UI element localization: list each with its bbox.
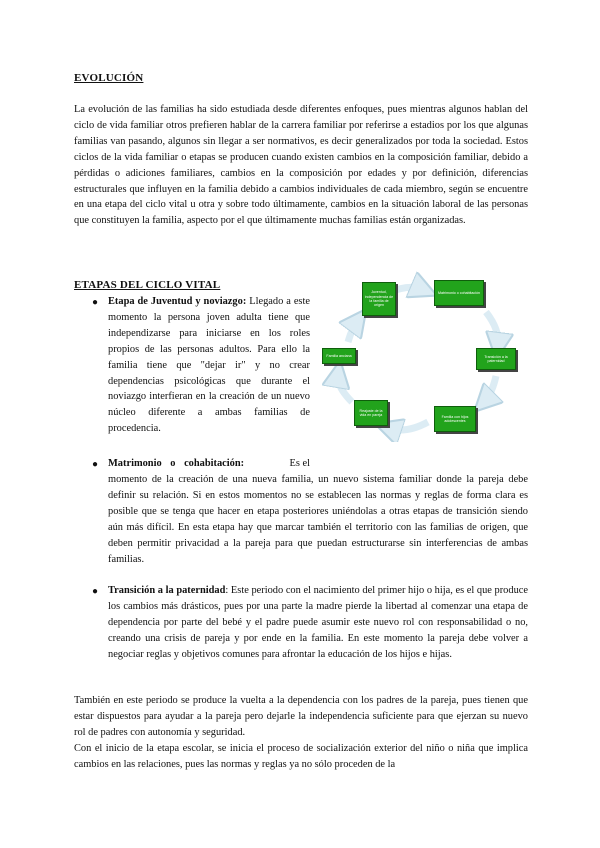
diagram-box-paternidad: Transición a la paternidad [476,348,516,370]
diagram-box-reajuste: Reajuste de la vida en pareja [354,400,388,426]
diagram-box-adolescentes: Familia con hijos adolescentes [434,406,476,432]
list-item-text: Llegado a este momento la persona joven adulta tiene que independizarse para iniciarse en los roles propios de las personas adultos. Para ello la familia tiene que "dejar ir" y no crear dependencias psicológicas que durante el noviazgo interfieran en la creación de un nuevo núcleo diferente a ambas familias de procedencia. [108,296,310,435]
bullet-dot: ● [92,586,99,597]
list-item-text-first: Es el [289,458,310,469]
closing-paragraph-2: Con el inicio de la etapa escolar, se inicia el proceso de socialización exterior del niño o niña que implica cambios en las relaciones, pues las normas y reglas ya no sólo proceden de la [74,743,528,770]
diagram-box-anciana: Familia anciana [322,348,356,364]
bullet-dot: ● [92,459,99,470]
list-item-matrimonio: momento de la creación de una nueva familia, un nuevo sistema familiar donde la pareja debe definir su relación. Si en estos momentos no se establecen las normas y reglas de forma clara es posible que se tenga que hacer en etapa posteriores uniéndolas a otras etapas de transición siendo aún más difícil. En esta etapa hay que marcar también el territorio con las familias de origen, que deben permitir privacidad a la pareja para que puedan estructurarse sin interferencias de ambas familias. [108,474,528,565]
list-item-matrimonio-head [108,456,310,472]
section-title-etapas: ETAPAS DEL CICLO VITAL [74,279,221,291]
diagram-box-matrimonio: Matrimonio o cohabitación [434,280,484,306]
intro-paragraph: La evolución de las familias ha sido estudiada desde diferentes enfoques, pues mientras algunos hablan del ciclo de vida familiar otros prefieren hablar de la carrera familiar por referirse a estadios por los que algunas familias van pasando, algunos sin llegar a ser normativos, es decir generalizados por toda la sociedad. Estos ciclos de la vida familiar o etapas se producen cuando existen cambios en la composición familiar, debido a pérdidas o adiciones familiares, cambios en la composición por edades y por definición, diferencias estructurales que influyen en la familia debido a cambios individuales de cada miembro, según se encuentre en una etapa del ciclo vital u otra y sobre todo últimamente, cambios en la situación laboral de las personas que constituyen la familia, aspecto por el que últimamente muchas familias están organizadas. [74,104,528,227]
list-item-bold: Matrimonio o cohabitación: [108,458,245,469]
section-title-evolucion: EVOLUCIÓN [74,72,144,84]
closing-paragraph-1: También en este periodo se produce la vuelta a la dependencia con los padres de la pareja, pues tienen que estar dispuestos para ayudar a la pareja pero dejarle la independencia suficiente para que ejerzan su nuevo rol de padres con autonomía y seguridad. [74,695,528,738]
list-item-juventud [108,294,310,437]
life-cycle-diagram [318,270,526,442]
list-item-text: : Este periodo con el nacimiento del primer hijo o hija, es el que produce los cambios más drásticos, pues por una parte la madre pierde la libertad al comenzar una etapa de dependencia por parte del bebé y el padre puede asumir este nuevo rol con responsabilidad o no, creando una crisis de pareja y por ende en la familia. En este momento la pareja debe volver a negociar reglas y objetivos comunes para afrontar la educación de los hijos e hijas. [108,585,528,660]
diagram-box-juventud: Juventud, independencia de la familia de origen [362,282,396,316]
list-item-paternidad [108,583,528,663]
bullet-dot: ● [92,297,99,308]
list-item-bold: Transición a la paternidad [108,585,226,596]
list-item-bold: Etapa de Juventud y noviazgo: [108,296,247,307]
